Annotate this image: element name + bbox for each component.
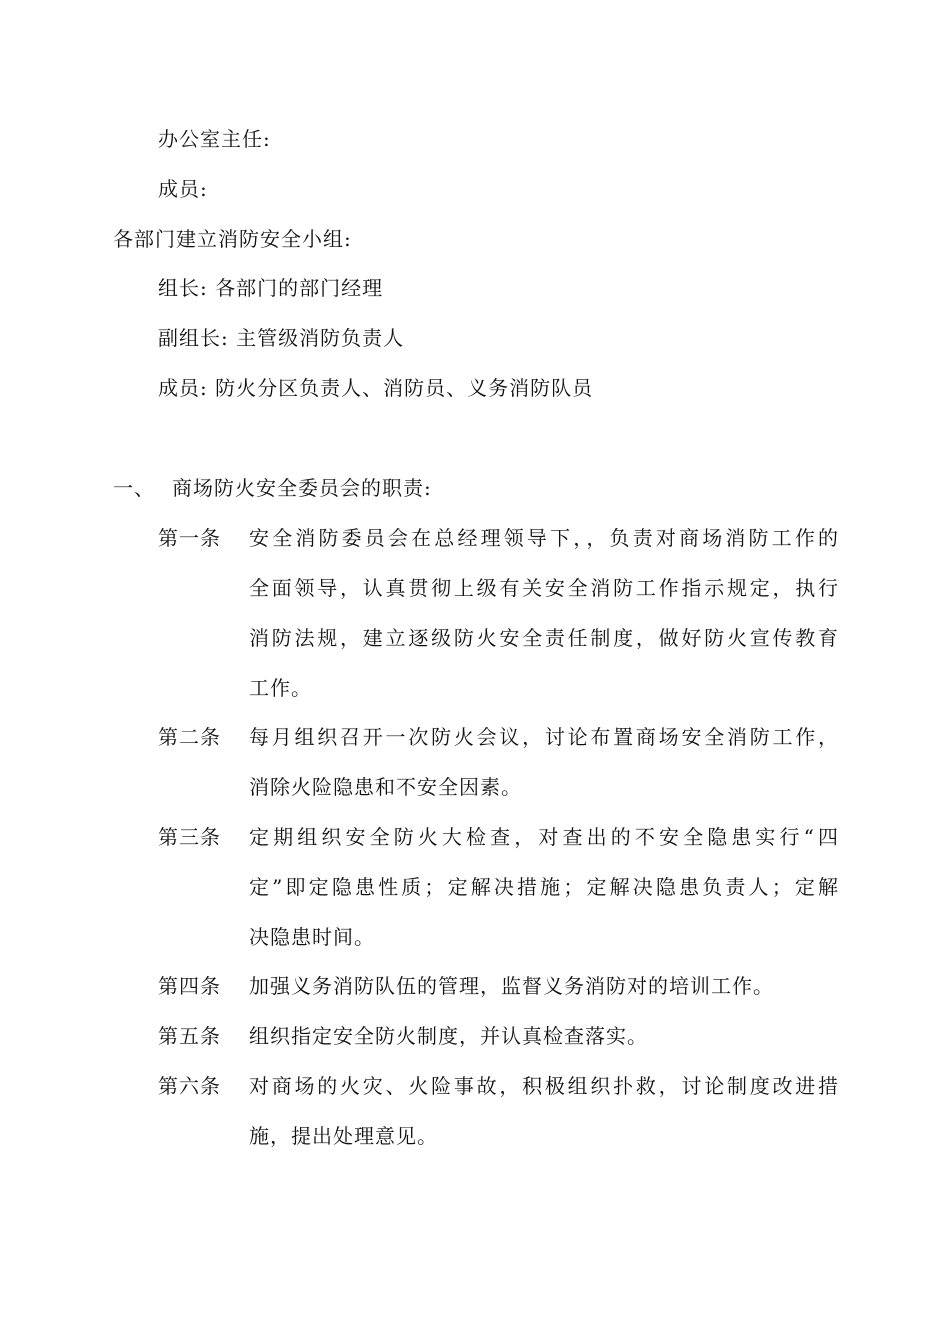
article-text-line: 工作。: [249, 676, 312, 700]
deputy-line: 副组长: 主管级消防负责人: [158, 326, 405, 350]
dept-groups-line: 各部门建立消防安全小组:: [113, 227, 352, 251]
article-text-line: 定期组织安全防火大检查，对查出的不安全隐患实行“四: [249, 825, 839, 849]
leader-line: 组长: 各部门的部门经理: [158, 276, 384, 300]
article-text-line: 消防法规，建立逐级防火安全责任制度，做好防火宣传教育: [249, 626, 839, 650]
article-text-line: 定”即定隐患性质；定解决措施；定解决隐患负责人；定解: [249, 875, 839, 899]
article-label: 第三条: [158, 825, 221, 849]
article-text-line: 加强义务消防队伍的管理，监督义务消防对的培训工作。: [249, 974, 774, 998]
article-label: 第一条: [158, 526, 221, 550]
members-line: 成员:: [158, 177, 208, 201]
office-director-line: 办公室主任:: [158, 127, 271, 151]
article-text-line: 对商场的火灾、火险事故，积极组织扑救，讨论制度改进措: [249, 1074, 839, 1098]
section-number: 一、: [113, 476, 155, 500]
article-text-line: 全面领导，认真贯彻上级有关安全消防工作指示规定，执行: [249, 576, 839, 600]
group-members-line: 成员: 防火分区负责人、消防员、义务消防队员: [158, 376, 594, 400]
article-text-line: 决隐患时间。: [249, 925, 375, 949]
section-title: 商场防火安全委员会的职责:: [172, 476, 432, 500]
article-text-line: 组织指定安全防火制度，并认真检查落实。: [249, 1024, 648, 1048]
article-text-line: 消除火险隐患和不安全因素。: [249, 775, 522, 799]
article-label: 第二条: [158, 725, 221, 749]
article-label: 第四条: [158, 974, 221, 998]
article-text-line: 每月组织召开一次防火会议，讨论布置商场安全消防工作，: [249, 725, 839, 749]
article-text-line: 安全消防委员会在总经理领导下，，负责对商场消防工作的: [249, 526, 839, 550]
article-text-line: 施，提出处理意见。: [249, 1124, 438, 1148]
article-label: 第五条: [158, 1024, 221, 1048]
article-label: 第六条: [158, 1074, 221, 1098]
